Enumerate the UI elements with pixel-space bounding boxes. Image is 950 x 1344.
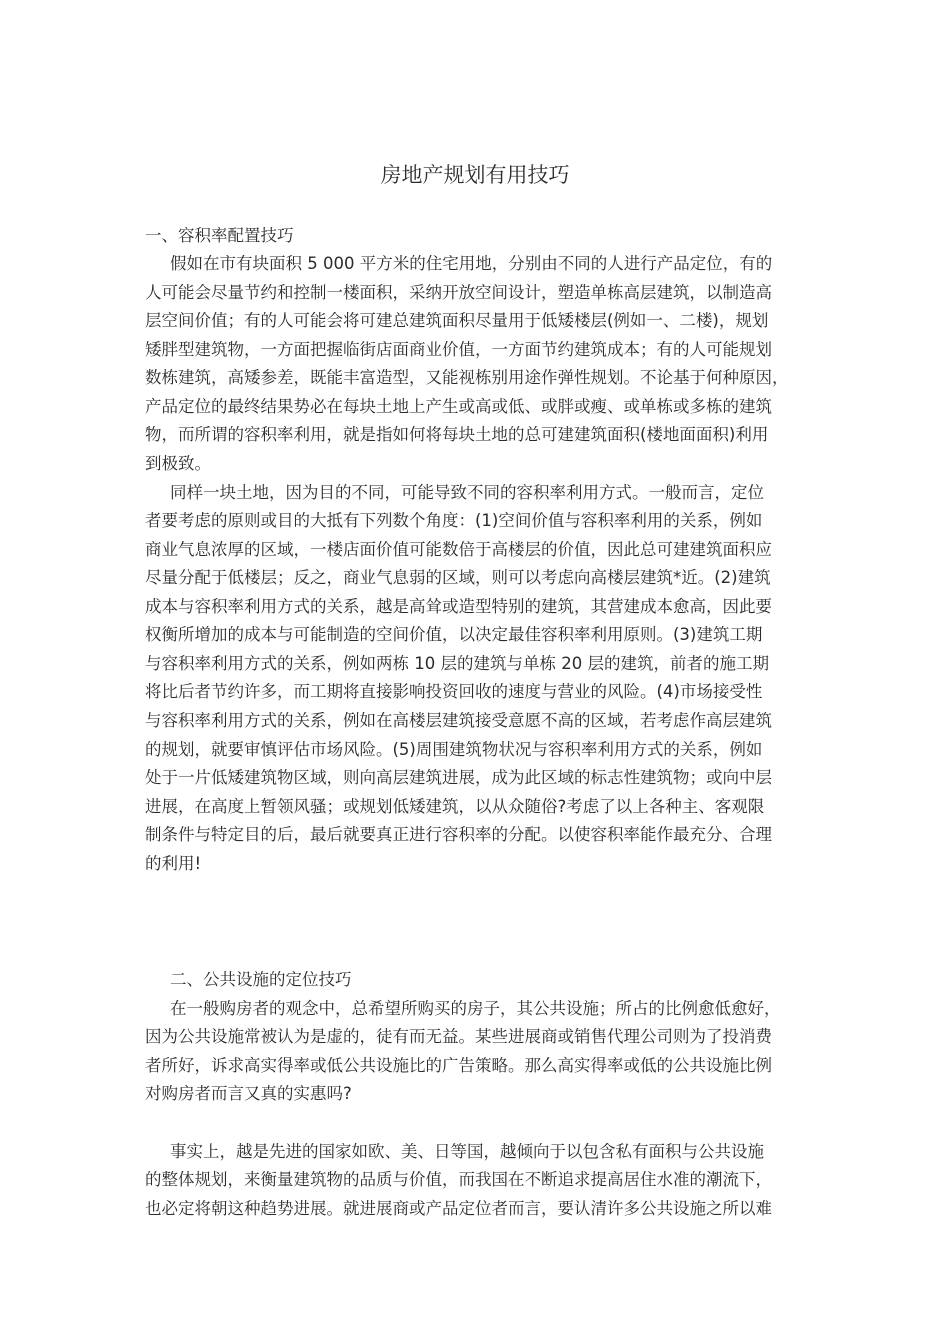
paragraph-line: 进展，在高度上暂领风骚；或规划低矮建筑，以从众随俗?考虑了以上各种主、客观限	[145, 797, 765, 816]
document-title: 房地产规划有用技巧	[380, 163, 570, 187]
paragraph-line: 同样一块土地，因为目的不同，可能导致不同的容积率利用方式。一般而言，定位	[170, 483, 764, 502]
section-2-heading: 二、公共设施的定位技巧	[170, 970, 352, 989]
paragraph-line: 层空间价值；有的人可能会将可建总建筑面积尽量用于低矮楼层(例如一、二楼)，规划	[145, 311, 769, 330]
paragraph-line: 与容积率利用方式的关系，例如两栋 10 层的建筑与单栋 20 层的建筑，前者的施工期	[145, 654, 769, 673]
paragraph-line: 与容积率利用方式的关系，例如在高楼层建筑接受意愿不高的区域，若考虑作高层建筑	[145, 711, 772, 730]
paragraph-line: 产品定位的最终结果势必在每块土地上产生或高或低、或胖或瘦、或单栋或多栋的建筑	[145, 397, 772, 416]
paragraph-line: 数栋建筑，高矮参差，既能丰富造型，又能视栋别用途作弹性规划。不论基于何种原因，	[145, 368, 789, 387]
paragraph-line: 对购房者而言又真的实惠吗?	[145, 1084, 352, 1103]
paragraph-line: 也必定将朝这种趋势进展。就进展商或产品定位者而言，要认清许多公共设施之所以难	[145, 1199, 772, 1218]
paragraph-line: 商业气息浓厚的区域，一楼店面价值可能数倍于高楼层的价值，因此总可建建筑面积应	[145, 540, 772, 559]
paragraph-line: 者要考虑的原则或目的大抵有下列数个角度：(1)空间价值与容积率利用的关系，例如	[145, 511, 763, 530]
paragraph-line: 将比后者节约许多，而工期将直接影响投资回收的速度与营业的风险。(4)市场接受性	[145, 682, 763, 701]
section-1-heading: 一、容积率配置技巧	[145, 226, 294, 245]
paragraph-line: 人可能会尽量节约和控制一楼面积，采纳开放空间设计，塑造单栋高层建筑，以制造高	[145, 283, 772, 302]
paragraph-line: 物，而所谓的容积率利用，就是指如何将每块土地的总可建建筑面积(楼地面面积)利用	[145, 425, 769, 444]
paragraph-line: 尽量分配于低楼层；反之，商业气息弱的区域，则可以考虑向高楼层建筑*近。(2)建筑	[145, 568, 771, 587]
paragraph-line: 者所好，诉求高实得率或低公共设施比的广告策略。那么高实得率或低的公共设施比例	[145, 1056, 772, 1075]
paragraph-line: 的利用!	[145, 854, 202, 873]
paragraph-line: 因为公共设施常被认为是虚的，徒有而无益。某些进展商或销售代理公司则为了投消费	[145, 1027, 772, 1046]
paragraph-line: 在一般购房者的观念中，总希望所购买的房子，其公共设施；所占的比例愈低愈好，	[170, 999, 781, 1018]
paragraph-line: 假如在市有块面积 5 000 平方米的住宅用地，分别由不同的人进行产品定位，有的	[170, 254, 773, 273]
paragraph-line: 的规划，就要审慎评估市场风险。(5)周围建筑物状况与容积率利用方式的关系，例如	[145, 740, 763, 759]
paragraph-line: 矮胖型建筑物，一方面把握临街店面商业价值，一方面节约建筑成本；有的人可能规划	[145, 340, 772, 359]
paragraph-line: 处于一片低矮建筑物区域，则向高层建筑进展，成为此区域的标志性建筑物；或向中层	[145, 768, 772, 787]
paragraph-line: 制条件与特定目的后，最后就要真正进行容积率的分配。以使容积率能作最充分、合理	[145, 825, 772, 844]
paragraph-line: 的整体规划，来衡量建筑物的品质与价值，而我国在不断追求提高居住水准的潮流下，	[145, 1170, 772, 1189]
paragraph-line: 到极致。	[145, 454, 211, 473]
paragraph-line: 权衡所增加的成本与可能制造的空间价值，以决定最佳容积率利用原则。(3)建筑工期	[145, 625, 763, 644]
paragraph-line: 成本与容积率利用方式的关系，越是高耸或造型特别的建筑，其营建成本愈高，因此要	[145, 597, 772, 616]
paragraph-line: 事实上，越是先进的国家如欧、美、日等国，越倾向于以包含私有面积与公共设施	[170, 1142, 764, 1161]
